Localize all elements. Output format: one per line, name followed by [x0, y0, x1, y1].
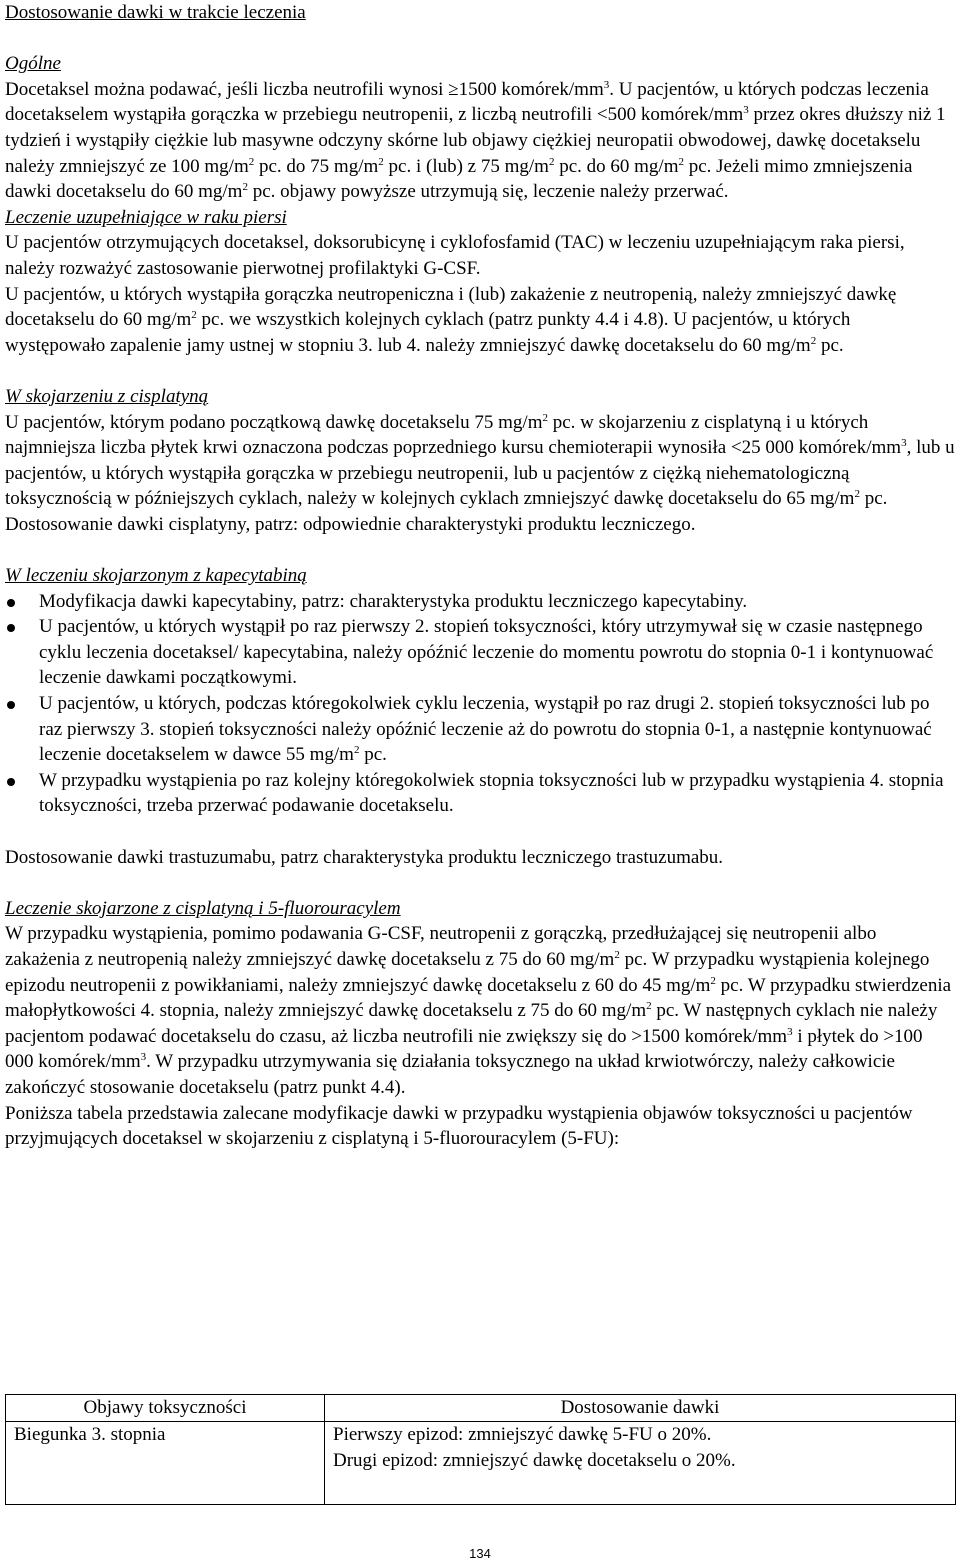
- table-row: [6, 1422, 956, 1505]
- capecitabine-bullet-list: [5, 589, 955, 819]
- table-header-cell: Objawy toksyczności: [6, 1395, 325, 1422]
- paragraph-adjuvant-2: U pacjentów, u których wystąpiła gorączka neutropeniczna i (lub) zakażenie z neutropenią, należy zmniejszyć dawkę docetakselu do 60 $mg/m^2$ pc. we wszystkich kolejnych cyklach (patrz punkty 4.4 i 4.8). U pacjentów, u których występowało zapalenie jamy ustnej w stopniu 3. lub 4. należy zmniejszyć dawkę docetakselu do 60 $mg/m^2$ pc.: [5, 283, 897, 356]
- paragraph-trastuzumab: Dostosowanie dawki trastuzumabu, patrz charakterystyka produktu leczniczego trastuzumabu.: [5, 846, 724, 868]
- paragraph-cisplatin-5fu-2: Poniższa tabela przedstawia zalecane modyfikacje dawki w przypadku wystąpienia objawów toksyczności u pacjentów przyjmujących docetaksel w skojarzeniu z cisplatyną i 5-fluorouracylem (5-FU):: [5, 1102, 913, 1150]
- subsection-title-capecitabine: W leczeniu skojarzonym z kapecytabiną: [5, 565, 307, 587]
- list-item: Modyfikacja dawki kapecytabiny, patrz: charakterystyka produktu leczniczego kapecytabiny.: [5, 589, 955, 615]
- toxicity-table: [5, 1394, 956, 1505]
- table-header-row: [6, 1395, 956, 1422]
- table-header-cell: Dostosowanie dawki: [325, 1395, 956, 1422]
- subsection-title-adjuvant: Leczenie uzupełniające w raku piersi: [5, 206, 287, 228]
- bullet-icon: [7, 701, 15, 709]
- document-page: [5, 0, 955, 1152]
- bullet-icon: [7, 778, 15, 786]
- paragraph-cisplatin-5fu-1: W przypadku wystąpienia, pomimo podawania G-CSF, neutropenii z gorączką, przedłużającej się neutropenii albo zakażenia z neutropenią należy zmniejszyć dawkę docetakselu z 75 do 60 $mg/m^2$ pc. W przypadku wystąpienia kolejnego epizodu neutropenii z powikłaniami, należy zmniejszyć dawkę docetakselu z 60 do 45 $mg/m^2$ pc. W przypadku stwierdzenia małopłytkowości 4. stopnia, należy zmniejszyć dawkę docetakselu z 75 do 60 $mg/m^2$ pc. W następnych cyklach nie należy pacjentom podawać docetakselu do czasu, aż liczba neutrofili nie zwiększy się do >1500 komórek/$mm^3$ i płytek do >100 000 komórek/$mm^3$. W przypadku utrzymywania się działania toksycznego na układ krwiotwórczy, należy całkowicie zakończyć stosowanie docetakselu (patrz punkt 4.4).: [5, 923, 952, 1098]
- paragraph-cisplatin: U pacjentów, którym podano początkową dawkę docetakselu 75 $mg/m^2$ pc. w skojarzeniu z cisplatyną i u których najmniejsza liczba płytek krwi oznaczona podczas poprzedniego kursu chemioterapii wynosiła <25 000 komórek/$mm^3$, lub u pacjentów, u których wystąpiła gorączka w przebiegu neutropenii, lub u pacjentów z ciężką niehematologiczną toksycznością w późniejszych cyklach, należy w kolejnych cyklach zmniejszyć dawkę docetakselu do 65 $mg/m^2$ pc. Dostosowanie dawki cisplatyny, patrz: odpowiednie charakterystyki produktu leczniczego.: [5, 411, 955, 535]
- section-heading: Dostosowanie dawki w trakcie leczenia: [5, 2, 306, 23]
- bullet-icon: [7, 624, 15, 632]
- page-number: 134: [469, 1546, 491, 1561]
- adjustment-line: Drugi epizod: zmniejszyć dawkę docetakselu o 20%.: [333, 1450, 736, 1471]
- bullet-icon: [7, 599, 15, 607]
- paragraph-adjuvant-1: U pacjentów otrzymujących docetaksel, doksorubicynę i cyklofosfamid (TAC) w leczeniu uzupełniającym raka piersi, należy rozważyć zastosowanie pierwotnej profilaktyki G-CSF.: [5, 232, 905, 279]
- subsection-title-general: Ogólne: [5, 53, 61, 75]
- table-cell-symptom: Biegunka 3. stopnia: [6, 1422, 325, 1505]
- list-item: U pacjentów, u których, podczas któregokolwiek cyklu leczenia, wystąpił po raz drugi 2. stopień toksyczności lub po raz pierwszy 3. stopień toksyczności należy opóźnić leczenie aż do powrotu do stopnia 0-1, a następnie kontynuować leczenie docetakselem w dawce 55 $mg/m^2$ pc.: [5, 691, 955, 768]
- subsection-title-cisplatin-5fu: Leczenie skojarzone z cisplatyną i 5-fluorouracylem: [5, 897, 401, 919]
- adjustment-line: Pierwszy epizod: zmniejszyć dawkę 5-FU o 20%.: [333, 1424, 712, 1445]
- table-cell-adjustment: [325, 1422, 956, 1505]
- subsection-title-cisplatin: W skojarzeniu z cisplatyną: [5, 385, 209, 407]
- list-item: W przypadku wystąpienia po raz kolejny któregokolwiek stopnia toksyczności lub w przypadku wystąpienia 4. stopnia toksyczności, trzeba przerwać podawanie docetakselu.: [5, 768, 955, 819]
- list-item: U pacjentów, u których wystąpił po raz pierwszy 2. stopień toksyczności, który utrzymywał się w czasie następnego cyklu leczenia docetaksel/ kapecytabina, należy opóźnić leczenie do momentu powrotu do stopnia 0-1 i kontynuować leczenie dawkami początkowymi.: [5, 614, 955, 691]
- paragraph-general: Docetaksel można podawać, jeśli liczba neutrofili wynosi ≥1500 komórek/$mm^3$. U pacjentów, u których podczas leczenia docetakselem wystąpiła gorączka w przebiegu neutropenii, z liczbą neutrofili <500 komórek/$mm^3$ przez okres dłuższy niż 1 tydzień i wystąpiły ciężkie lub masywne odczyny skórne lub objawy ciężkiej neuropatii obwodowej, dawkę docetakselu należy zmniejszyć ze 100 $mg/m^2$ pc. do 75 $mg/m^2$ pc. i (lub) z 75 $mg/m^2$ pc. do 60 $mg/m^2$ pc. Jeżeli mimo zmniejszenia dawki docetakselu do 60 $mg/m^2$ pc. objawy powyższe utrzymują się, leczenie należy przerwać.: [5, 78, 946, 203]
